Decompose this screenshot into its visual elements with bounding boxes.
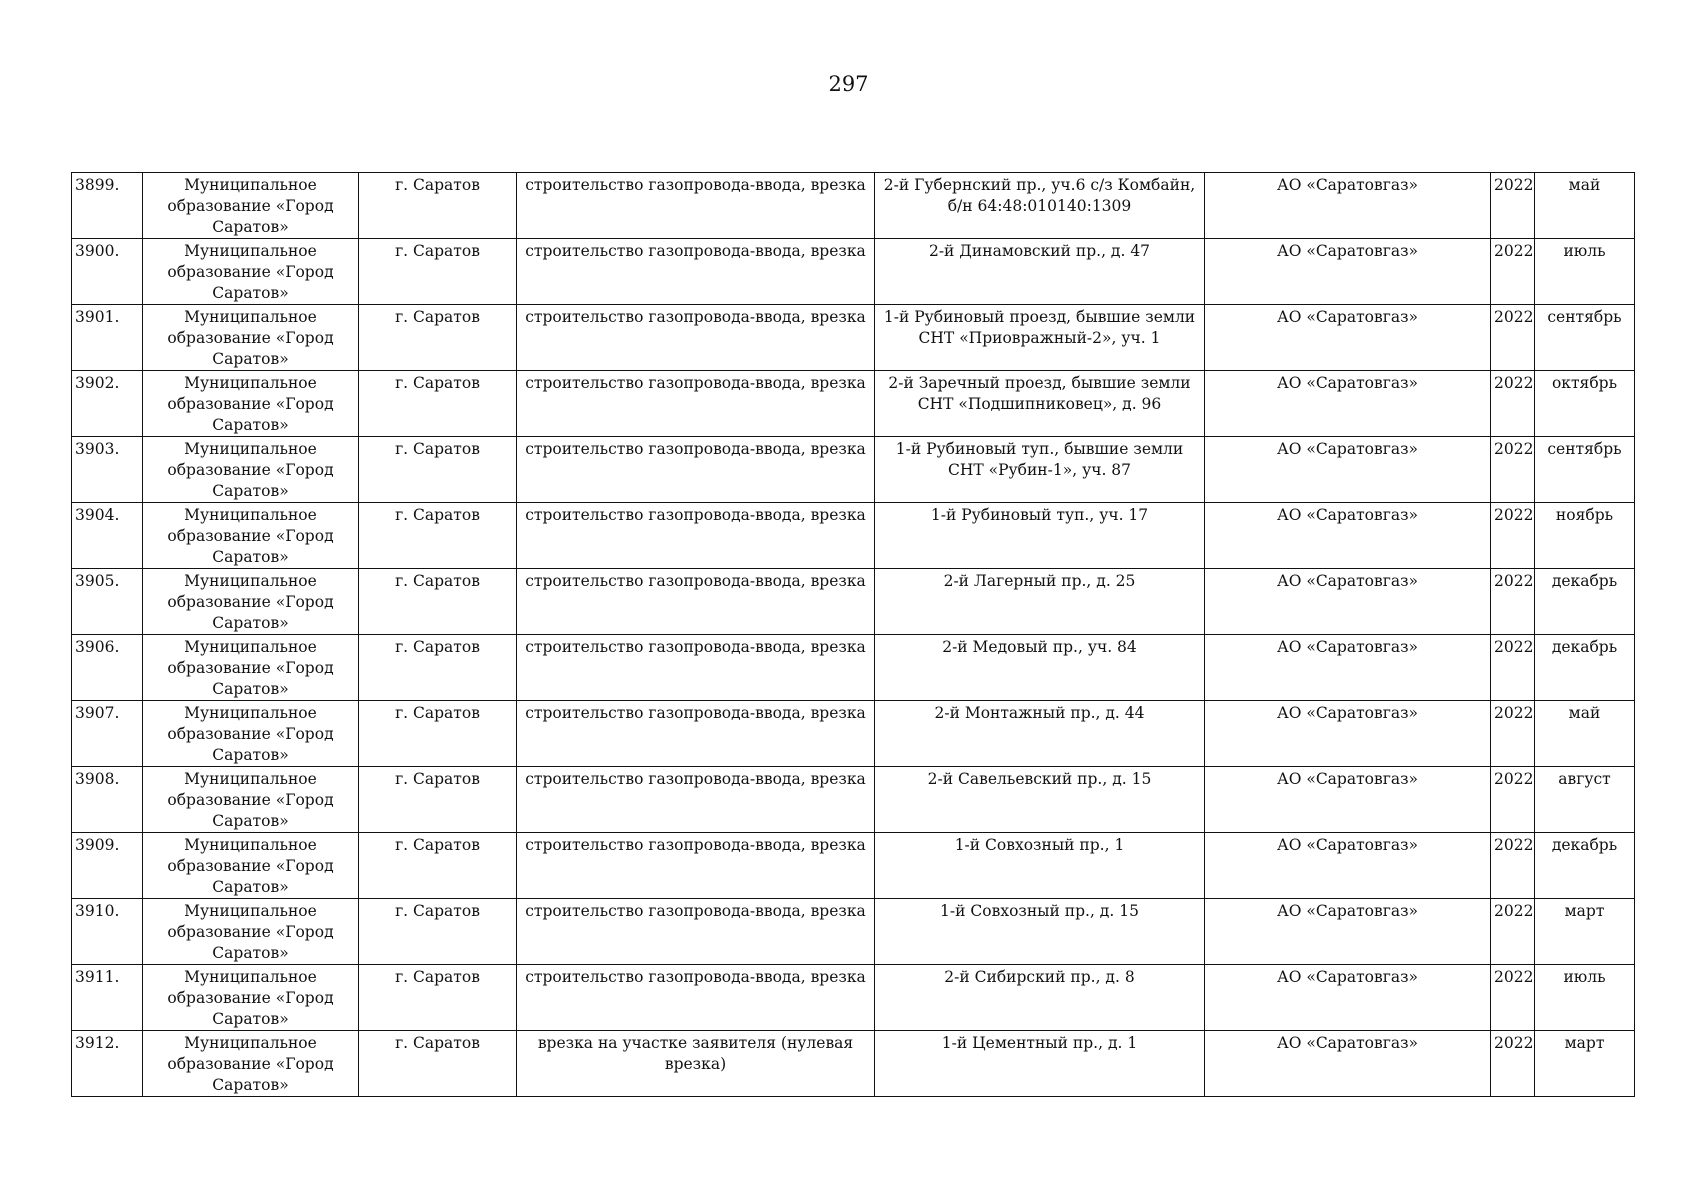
year-cell: 2022 xyxy=(1491,569,1535,635)
row-number: 3902. xyxy=(72,371,143,437)
city-cell: г. Саратов xyxy=(359,701,517,767)
month-cell: декабрь xyxy=(1535,833,1635,899)
organization-cell: АО «Саратовгаз» xyxy=(1205,569,1491,635)
table-row xyxy=(72,371,1635,437)
table-row xyxy=(72,701,1635,767)
municipality-cell: Муниципальное образование «Город Саратов» xyxy=(143,173,359,239)
month-cell: май xyxy=(1535,173,1635,239)
organization-cell: АО «Саратовгаз» xyxy=(1205,701,1491,767)
city-cell: г. Саратов xyxy=(359,1031,517,1097)
table-row xyxy=(72,173,1635,239)
work-type-cell: врезка на участке заявителя (нулевая врезка) xyxy=(517,1031,875,1097)
organization-cell: АО «Саратовгаз» xyxy=(1205,1031,1491,1097)
city-cell: г. Саратов xyxy=(359,569,517,635)
city-cell: г. Саратов xyxy=(359,767,517,833)
municipality-cell: Муниципальное образование «Город Саратов» xyxy=(143,701,359,767)
work-type-cell: строительство газопровода-ввода, врезка xyxy=(517,965,875,1031)
municipality-cell: Муниципальное образование «Город Саратов» xyxy=(143,305,359,371)
work-type-cell: строительство газопровода-ввода, врезка xyxy=(517,635,875,701)
organization-cell: АО «Саратовгаз» xyxy=(1205,503,1491,569)
address-cell: 1-й Рубиновый проезд, бывшие земли СНТ «Приовражный-2», уч. 1 xyxy=(875,305,1205,371)
row-number: 3907. xyxy=(72,701,143,767)
year-cell: 2022 xyxy=(1491,701,1535,767)
municipality-cell: Муниципальное образование «Город Саратов» xyxy=(143,569,359,635)
address-cell: 2-й Динамовский пр., д. 47 xyxy=(875,239,1205,305)
address-cell: 2-й Лагерный пр., д. 25 xyxy=(875,569,1205,635)
address-cell: 1-й Цементный пр., д. 1 xyxy=(875,1031,1205,1097)
work-type-cell: строительство газопровода-ввода, врезка xyxy=(517,701,875,767)
address-cell: 2-й Губернский пр., уч.6 с/з Комбайн, б/н 64:48:010140:1309 xyxy=(875,173,1205,239)
municipality-cell: Муниципальное образование «Город Саратов» xyxy=(143,965,359,1031)
work-type-cell: строительство газопровода-ввода, врезка xyxy=(517,239,875,305)
row-number: 3908. xyxy=(72,767,143,833)
year-cell: 2022 xyxy=(1491,767,1535,833)
row-number: 3900. xyxy=(72,239,143,305)
year-cell: 2022 xyxy=(1491,965,1535,1031)
work-type-cell: строительство газопровода-ввода, врезка xyxy=(517,569,875,635)
organization-cell: АО «Саратовгаз» xyxy=(1205,371,1491,437)
year-cell: 2022 xyxy=(1491,833,1535,899)
year-cell: 2022 xyxy=(1491,371,1535,437)
municipality-cell: Муниципальное образование «Город Саратов» xyxy=(143,635,359,701)
month-cell: март xyxy=(1535,1031,1635,1097)
gas-connection-table xyxy=(71,172,1635,1097)
row-number: 3904. xyxy=(72,503,143,569)
month-cell: декабрь xyxy=(1535,635,1635,701)
city-cell: г. Саратов xyxy=(359,965,517,1031)
address-cell: 1-й Совхозный пр., д. 15 xyxy=(875,899,1205,965)
address-cell: 1-й Совхозный пр., 1 xyxy=(875,833,1205,899)
table-body xyxy=(72,173,1635,1097)
city-cell: г. Саратов xyxy=(359,503,517,569)
municipality-cell: Муниципальное образование «Город Саратов» xyxy=(143,1031,359,1097)
city-cell: г. Саратов xyxy=(359,239,517,305)
work-type-cell: строительство газопровода-ввода, врезка xyxy=(517,899,875,965)
table-row xyxy=(72,767,1635,833)
month-cell: сентябрь xyxy=(1535,305,1635,371)
organization-cell: АО «Саратовгаз» xyxy=(1205,767,1491,833)
month-cell: сентябрь xyxy=(1535,437,1635,503)
organization-cell: АО «Саратовгаз» xyxy=(1205,833,1491,899)
year-cell: 2022 xyxy=(1491,503,1535,569)
year-cell: 2022 xyxy=(1491,899,1535,965)
year-cell: 2022 xyxy=(1491,173,1535,239)
work-type-cell: строительство газопровода-ввода, врезка xyxy=(517,173,875,239)
city-cell: г. Саратов xyxy=(359,305,517,371)
work-type-cell: строительство газопровода-ввода, врезка xyxy=(517,503,875,569)
address-cell: 2-й Заречный проезд, бывшие земли СНТ «Подшипниковец», д. 96 xyxy=(875,371,1205,437)
month-cell: октябрь xyxy=(1535,371,1635,437)
table-row xyxy=(72,437,1635,503)
month-cell: июль xyxy=(1535,239,1635,305)
month-cell: май xyxy=(1535,701,1635,767)
row-number: 3912. xyxy=(72,1031,143,1097)
address-cell: 2-й Сибирский пр., д. 8 xyxy=(875,965,1205,1031)
address-cell: 2-й Медовый пр., уч. 84 xyxy=(875,635,1205,701)
table-row xyxy=(72,503,1635,569)
year-cell: 2022 xyxy=(1491,1031,1535,1097)
year-cell: 2022 xyxy=(1491,305,1535,371)
municipality-cell: Муниципальное образование «Город Саратов» xyxy=(143,437,359,503)
work-type-cell: строительство газопровода-ввода, врезка xyxy=(517,833,875,899)
row-number: 3910. xyxy=(72,899,143,965)
city-cell: г. Саратов xyxy=(359,833,517,899)
table-row xyxy=(72,833,1635,899)
table-row xyxy=(72,305,1635,371)
organization-cell: АО «Саратовгаз» xyxy=(1205,305,1491,371)
municipality-cell: Муниципальное образование «Город Саратов» xyxy=(143,371,359,437)
organization-cell: АО «Саратовгаз» xyxy=(1205,173,1491,239)
table-row xyxy=(72,899,1635,965)
address-cell: 1-й Рубиновый туп., уч. 17 xyxy=(875,503,1205,569)
row-number: 3899. xyxy=(72,173,143,239)
table-row xyxy=(72,569,1635,635)
year-cell: 2022 xyxy=(1491,635,1535,701)
city-cell: г. Саратов xyxy=(359,437,517,503)
year-cell: 2022 xyxy=(1491,239,1535,305)
row-number: 3906. xyxy=(72,635,143,701)
municipality-cell: Муниципальное образование «Город Саратов» xyxy=(143,767,359,833)
municipality-cell: Муниципальное образование «Город Саратов» xyxy=(143,239,359,305)
municipality-cell: Муниципальное образование «Город Саратов» xyxy=(143,503,359,569)
month-cell: ноябрь xyxy=(1535,503,1635,569)
municipality-cell: Муниципальное образование «Город Саратов» xyxy=(143,833,359,899)
work-type-cell: строительство газопровода-ввода, врезка xyxy=(517,437,875,503)
address-cell: 2-й Савельевский пр., д. 15 xyxy=(875,767,1205,833)
work-type-cell: строительство газопровода-ввода, врезка xyxy=(517,305,875,371)
work-type-cell: строительство газопровода-ввода, врезка xyxy=(517,371,875,437)
table-row xyxy=(72,635,1635,701)
table-row xyxy=(72,965,1635,1031)
municipality-cell: Муниципальное образование «Город Саратов» xyxy=(143,899,359,965)
address-cell: 1-й Рубиновый туп., бывшие земли СНТ «Рубин-1», уч. 87 xyxy=(875,437,1205,503)
row-number: 3901. xyxy=(72,305,143,371)
address-cell: 2-й Монтажный пр., д. 44 xyxy=(875,701,1205,767)
city-cell: г. Саратов xyxy=(359,635,517,701)
month-cell: март xyxy=(1535,899,1635,965)
work-type-cell: строительство газопровода-ввода, врезка xyxy=(517,767,875,833)
city-cell: г. Саратов xyxy=(359,899,517,965)
city-cell: г. Саратов xyxy=(359,371,517,437)
row-number: 3905. xyxy=(72,569,143,635)
organization-cell: АО «Саратовгаз» xyxy=(1205,635,1491,701)
table-row xyxy=(72,239,1635,305)
month-cell: июль xyxy=(1535,965,1635,1031)
row-number: 3911. xyxy=(72,965,143,1031)
organization-cell: АО «Саратовгаз» xyxy=(1205,965,1491,1031)
month-cell: август xyxy=(1535,767,1635,833)
year-cell: 2022 xyxy=(1491,437,1535,503)
organization-cell: АО «Саратовгаз» xyxy=(1205,437,1491,503)
month-cell: декабрь xyxy=(1535,569,1635,635)
organization-cell: АО «Саратовгаз» xyxy=(1205,899,1491,965)
row-number: 3903. xyxy=(72,437,143,503)
table-row xyxy=(72,1031,1635,1097)
page-number: 297 xyxy=(828,72,869,96)
organization-cell: АО «Саратовгаз» xyxy=(1205,239,1491,305)
city-cell: г. Саратов xyxy=(359,173,517,239)
row-number: 3909. xyxy=(72,833,143,899)
